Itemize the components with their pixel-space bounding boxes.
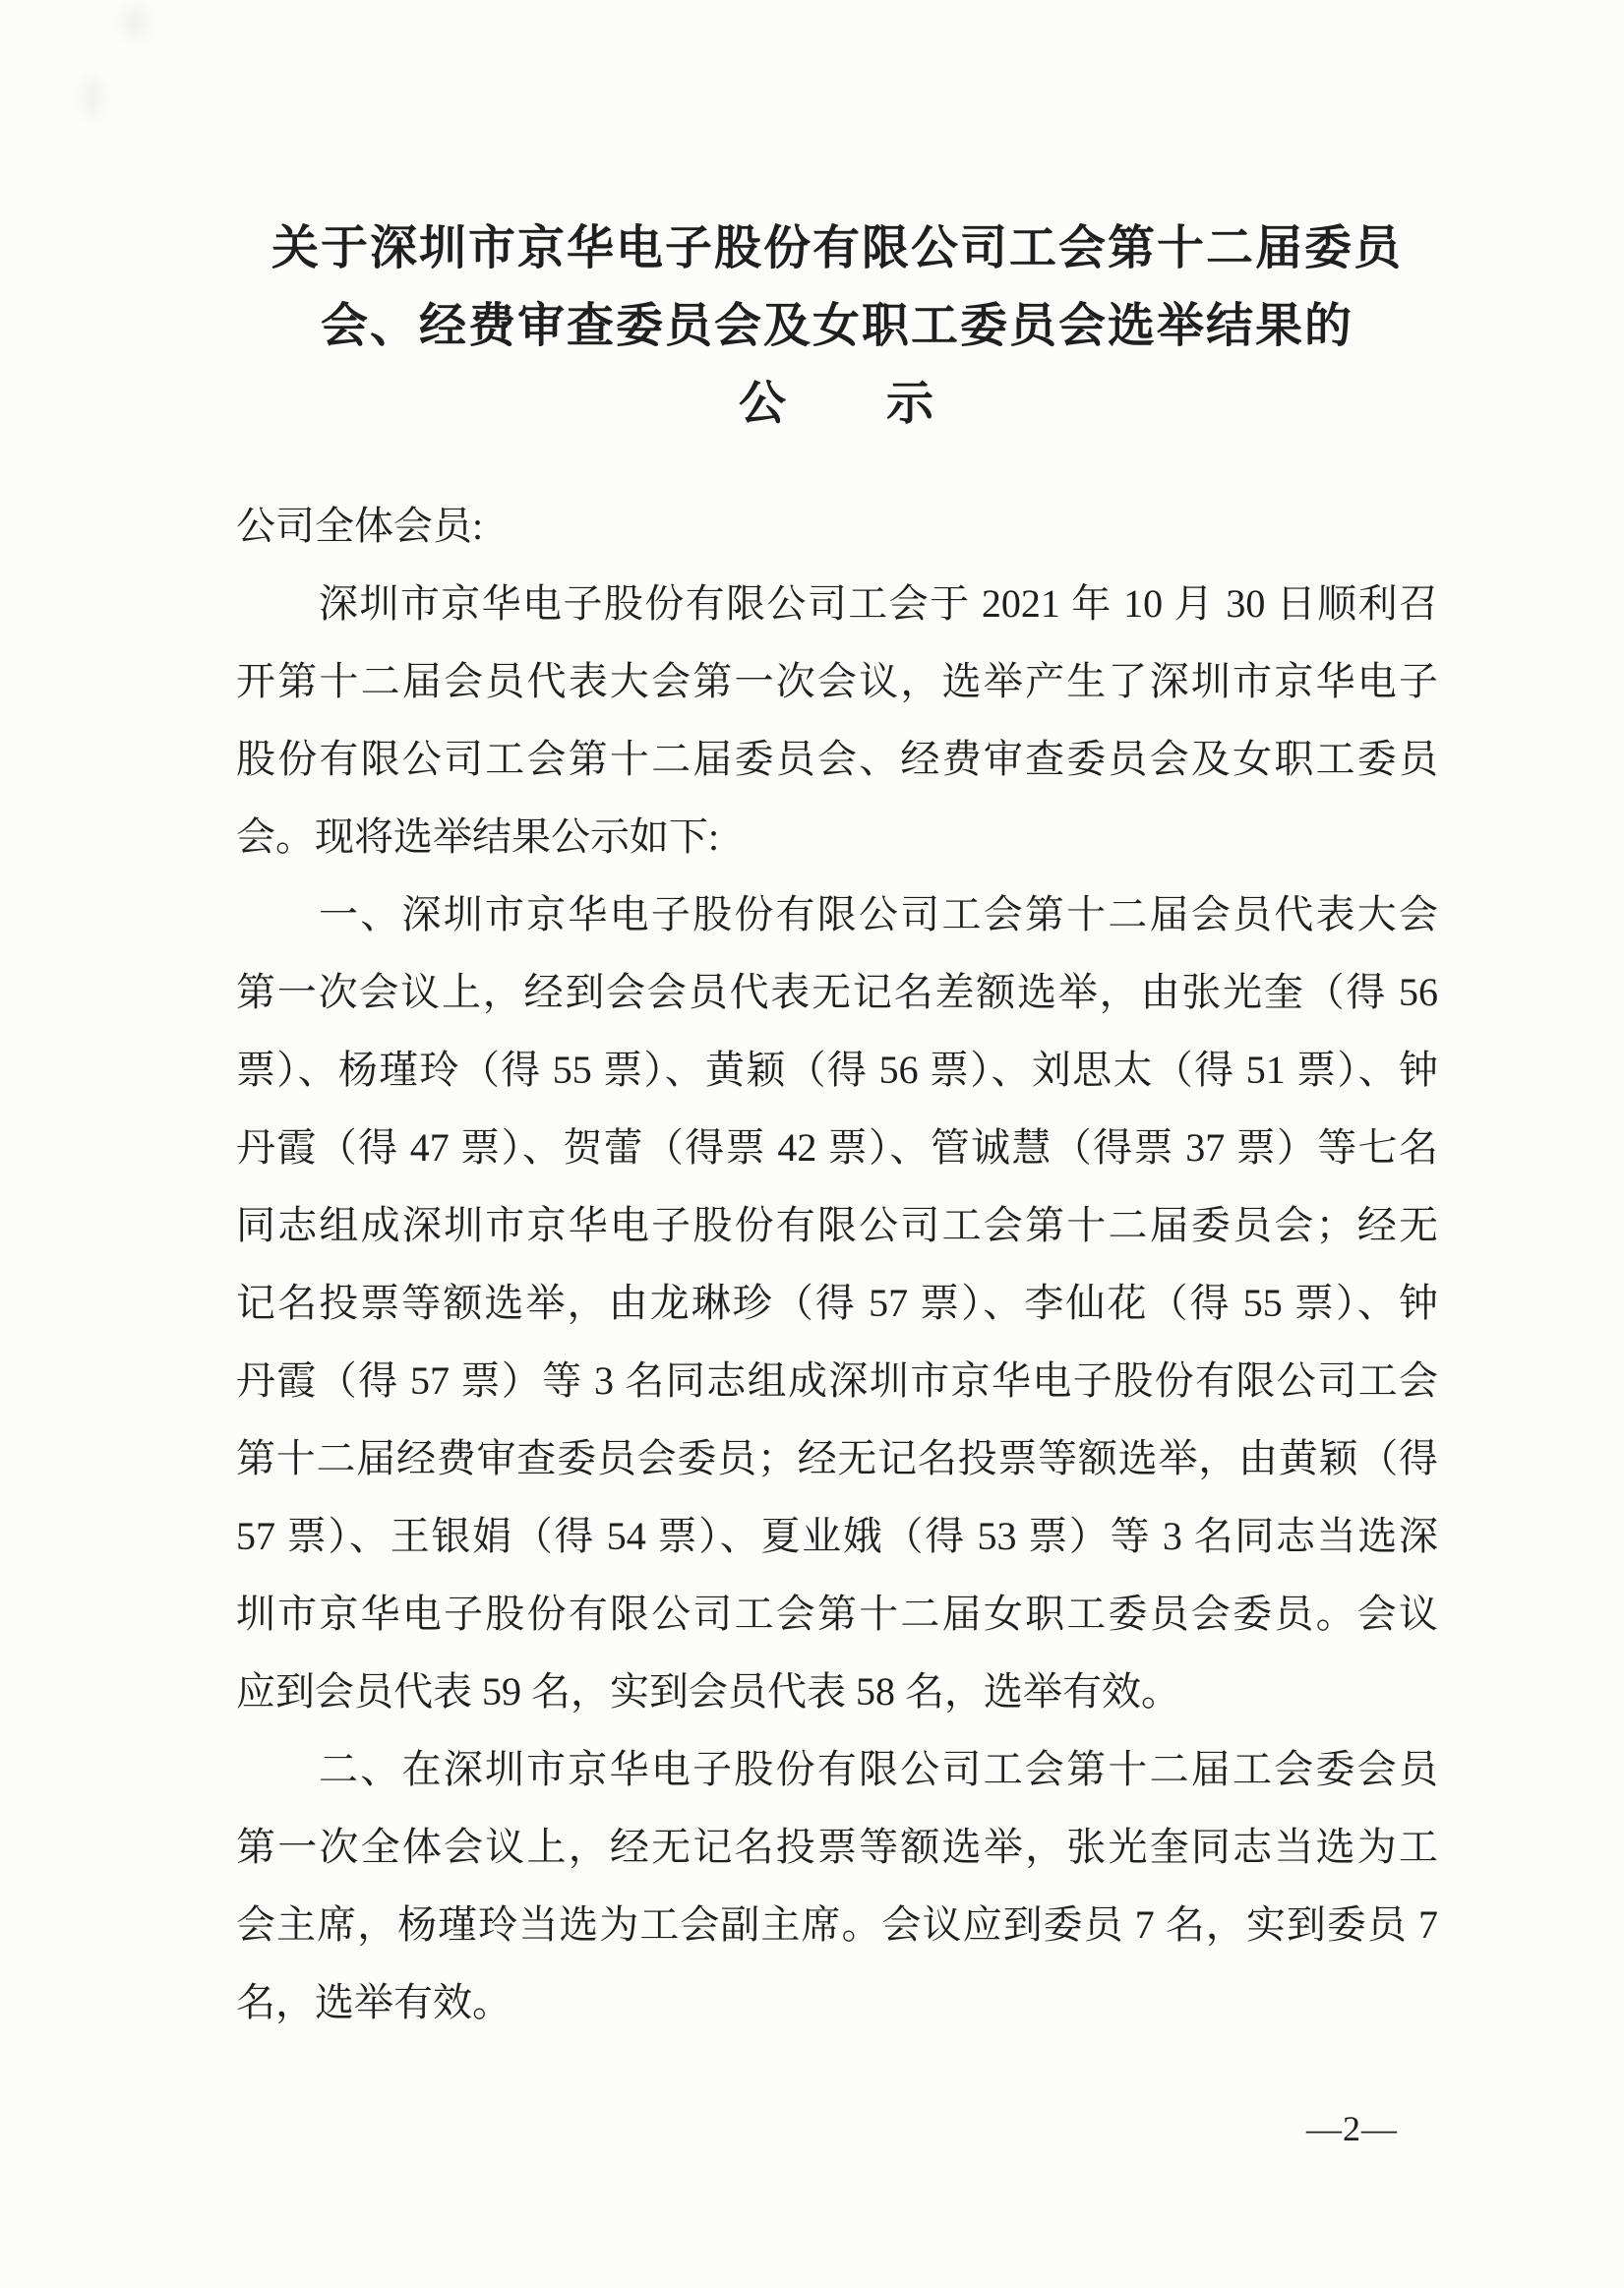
body-line: 第一次会议上，经到会会员代表无记名差额选举，由张光奎（得 56 <box>236 970 1438 1014</box>
scan-artifact <box>122 6 148 39</box>
scan-artifact <box>83 77 102 118</box>
title-line-1: 关于深圳市京华电子股份有限公司工会第十二届委员 <box>271 222 1403 274</box>
body-line: 票）、杨瑾玲（得 55 票）、黄颖（得 56 票）、刘思太（得 51 票）、钟 <box>236 1048 1438 1092</box>
body-line: 丹霞（得 57 票）等 3 名同志组成深圳市京华电子股份有限公司工会 <box>236 1358 1438 1403</box>
body-line: 会主席，杨瑾玲当选为工会副主席。会议应到委员 7 名，实到委员 7 <box>236 1902 1438 1947</box>
body-line: 会。现将选举结果公示如下: <box>236 814 720 859</box>
body-line: 深圳市京华电子股份有限公司工会于 2021 年 10 月 30 日顺利召 <box>319 581 1438 626</box>
body-line: 股份有限公司工会第十二届委员会、经费审查委员会及女职工委员 <box>236 737 1438 781</box>
salutation-line: 公司全体会员: <box>236 504 484 548</box>
body-line: 应到会员代表 59 名，实到会员代表 58 名，选举有效。 <box>236 1669 1180 1714</box>
body-line: 57 票）、王银娟（得 54 票）、夏业娥（得 53 票）等 3 名同志当选深 <box>236 1514 1438 1558</box>
body-line: 记名投票等额选举，由龙琳珍（得 57 票）、李仙花（得 55 票）、钟 <box>236 1281 1438 1325</box>
title-line-3: 公 示 <box>738 378 935 430</box>
body-line: 第一次全体会议上，经无记名投票等额选举，张光奎同志当选为工 <box>236 1825 1438 1869</box>
body-line: 第十二届经费审查委员会委员；经无记名投票等额选举，由黄颖（得 <box>236 1436 1438 1480</box>
body-line: 一、深圳市京华电子股份有限公司工会第十二届会员代表大会 <box>319 892 1438 936</box>
document-body <box>236 487 1438 2041</box>
title-line-2: 会、经费审查委员会及女职工委员会选举结果的 <box>320 300 1353 352</box>
page-number: —2— <box>1306 2109 1398 2148</box>
body-line: 开第十二届会员代表大会第一次会议，选举产生了深圳市京华电子 <box>236 659 1438 703</box>
document-title <box>236 210 1438 443</box>
body-line: 名，选举有效。 <box>236 1980 511 2024</box>
body-line: 丹霞（得 47 票）、贺蕾（得票 42 票）、管诚慧（得票 37 票）等七名 <box>236 1125 1438 1170</box>
body-line: 圳市京华电子股份有限公司工会第十二届女职工委员会委员。会议 <box>236 1592 1438 1636</box>
body-line: 同志组成深圳市京华电子股份有限公司工会第十二届委员会；经无 <box>236 1203 1438 1247</box>
body-line: 二、在深圳市京华电子股份有限公司工会第十二届工会委会员 <box>319 1747 1438 1791</box>
